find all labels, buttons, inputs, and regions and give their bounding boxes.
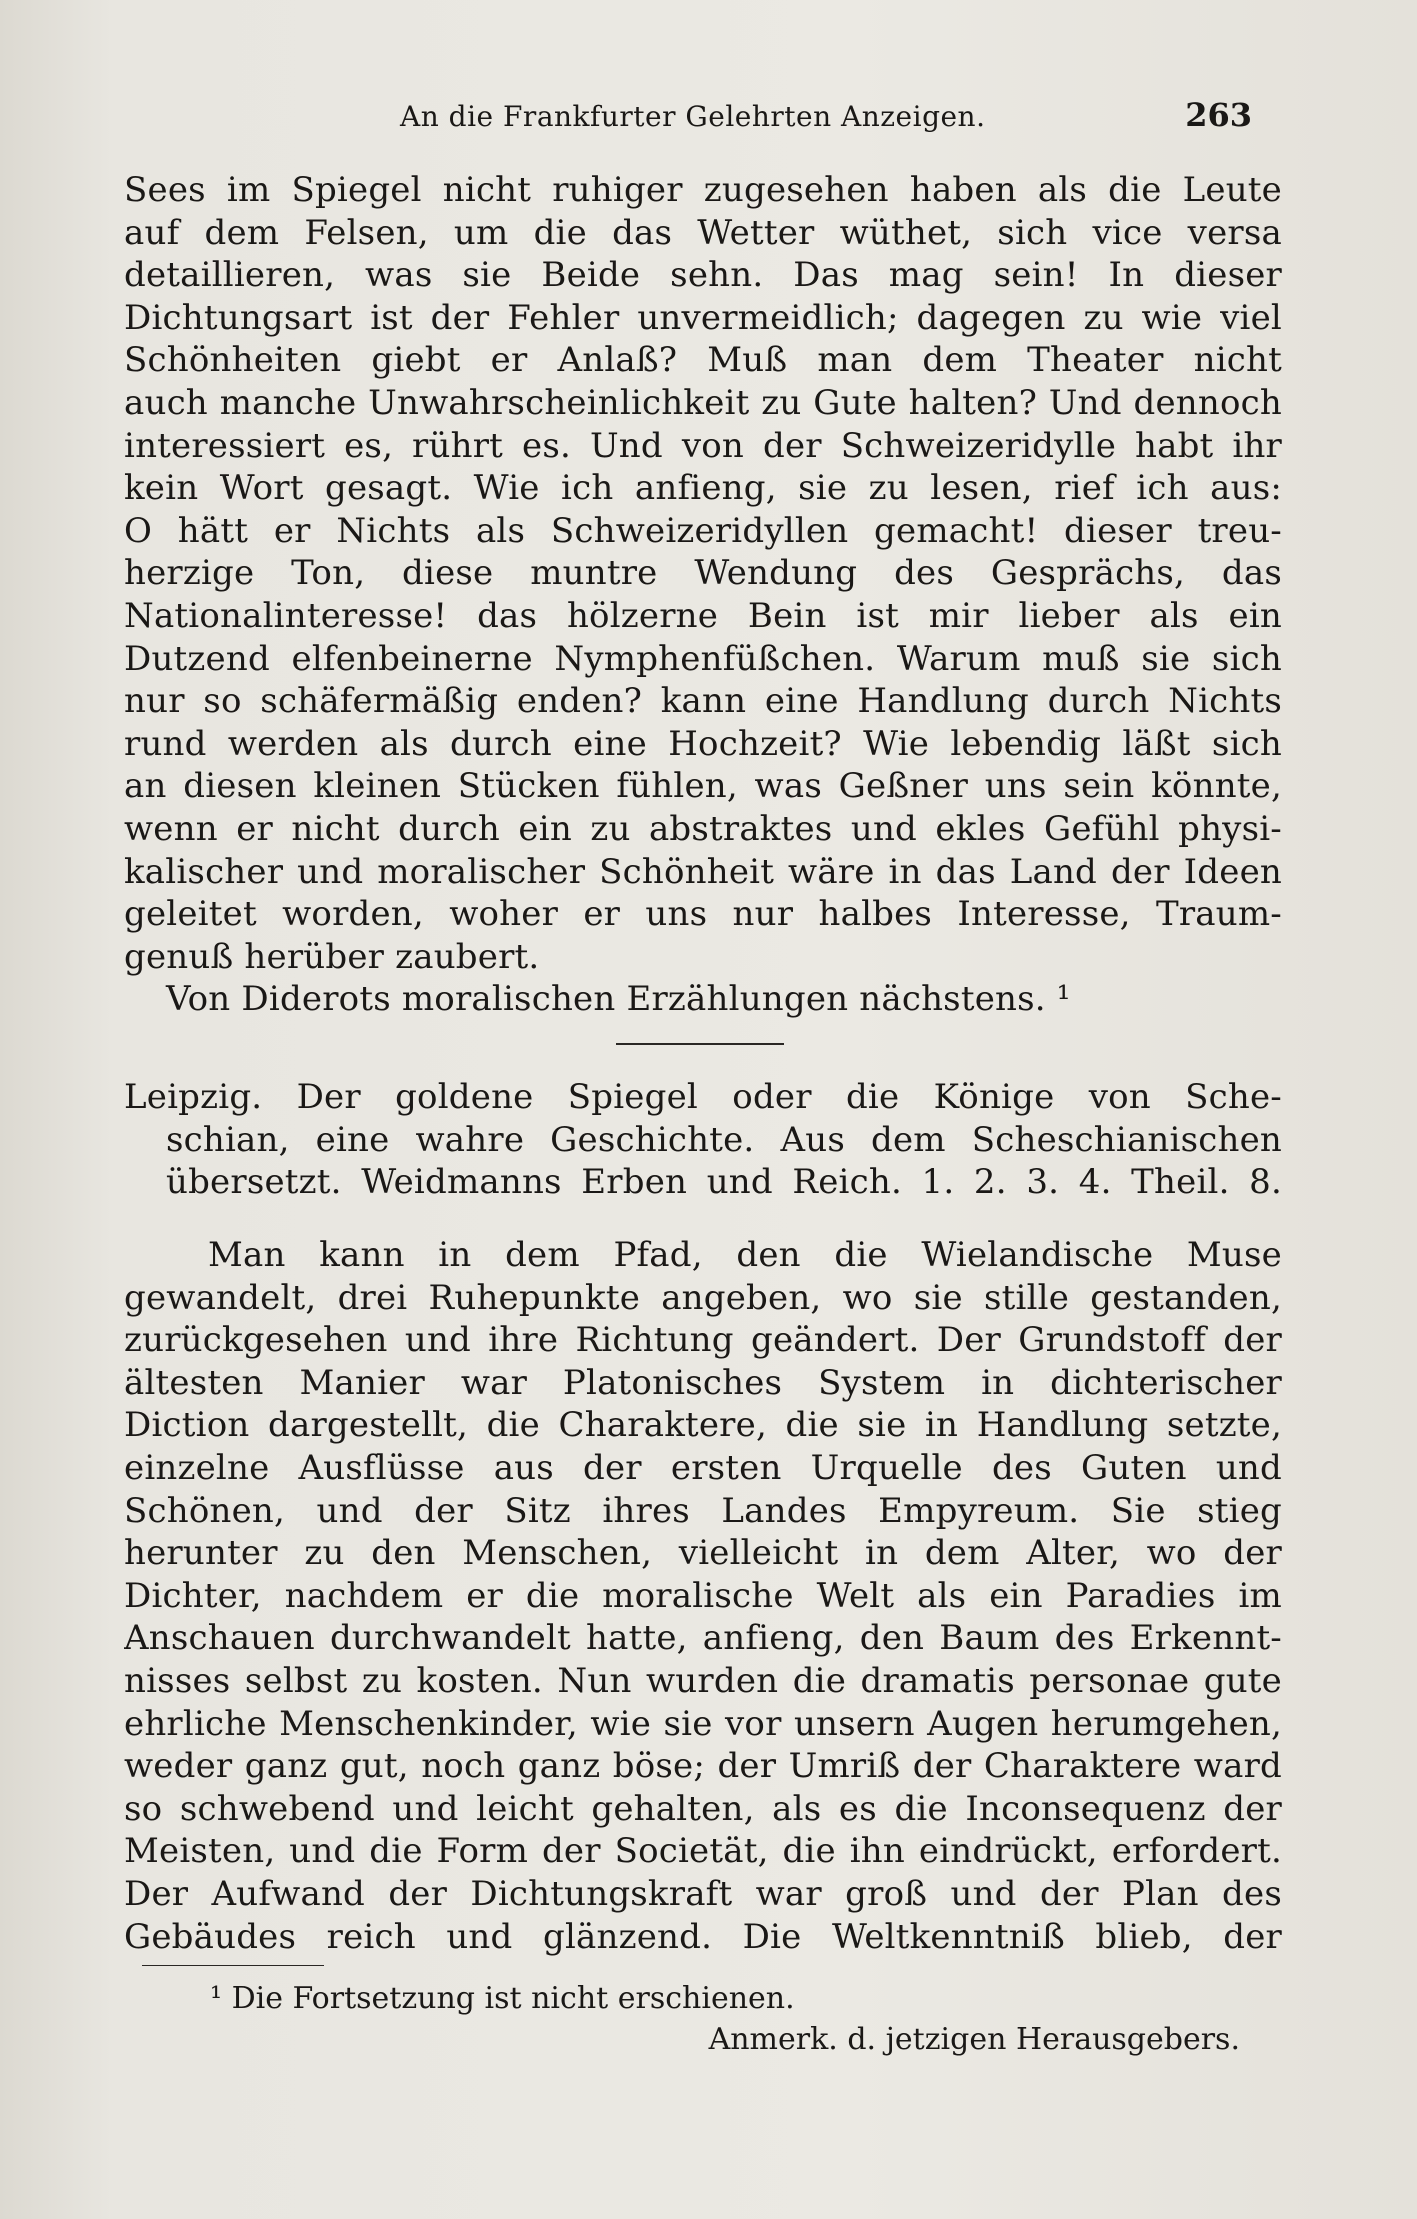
text-line: Schönheiten giebt er Anlaß? Muß man dem Theater nicht [124,340,1282,381]
text-line: interessiert es, rührt es. Und von der Schweizeridylle habt ihr [124,425,1282,466]
section-separator-rule [616,1043,784,1045]
text-line: Gebäudes reich und glänzend. Die Weltkenntniß blieb, der [124,1916,1282,1957]
heading-line: schian, eine wahre Geschichte. Aus dem Scheschianischen [166,1119,1282,1160]
text-line: Diction dargestellt, die Charaktere, die sie in Handlung setzte, [124,1405,1282,1446]
text-line: Dutzend elfenbeinerne Nymphenfüßchen. Warum muß sie sich [124,638,1282,679]
text-line: detaillieren, was sie Beide sehn. Das mag sein! In dieser [124,255,1282,296]
text-line: ehrliche Menschenkinder, wie sie vor unsern Augen herumgehen, [124,1703,1282,1744]
heading-line: Leipzig. Der goldene Spiegel oder die Könige von Sche- [124,1077,1282,1117]
text-line: einzelne Ausflüsse aus der ersten Urquelle des Guten und [124,1447,1282,1488]
text-line: an diesen kleinen Stücken fühlen, was Geßner uns sein könnte, [124,766,1282,807]
text-line: Dichter, nachdem er die moralische Welt als ein Paradies im [124,1575,1282,1616]
text-line: Dichtungsart ist der Fehler unvermeidlich; dagegen zu wie viel [124,297,1282,338]
footnote-credit: Anmerk. d. jetzigen Herausgebers. [708,2022,1240,2057]
text-line: herunter zu den Menschen, vielleicht in dem Alter, wo der [124,1533,1282,1574]
text-line: geleitet worden, woher er uns nur halbes Interesse, Traum- [124,894,1282,935]
review-heading [124,1076,1282,1204]
footnote-rule [142,1965,324,1966]
text-line: Der Aufwand der Dichtungskraft war groß und der Plan des [124,1873,1282,1914]
text-line: O hätt er Nichts als Schweizeridyllen gemacht! dieser treu- [124,510,1282,551]
text-line-footnote-ref: Von Diderots moralischen Erzählungen nächstens. ¹ [166,979,1071,1020]
text-line: Nationalinteresse! das hölzerne Bein ist mir lieber als ein [124,595,1282,636]
text-line: nisses selbst zu kosten. Nun wurden die dramatis personae gute [124,1660,1282,1701]
text-line: rund werden als durch eine Hochzeit? Wie lebendig läßt sich [124,723,1282,764]
text-line: Meisten, und die Form der Societät, die ihn eindrückt, erfordert. [124,1831,1282,1872]
text-line: wenn er nicht durch ein zu abstraktes und ekles Gefühl physi- [124,808,1282,849]
text-line: gewandelt, drei Ruhepunkte angeben, wo sie stille gestanden, [124,1277,1282,1318]
text-line: nur so schäfermäßig enden? kann eine Handlung durch Nichts [124,681,1282,722]
heading-line: übersetzt. Weidmanns Erben und Reich. 1. 2. 3. 4. Theil. 8. [166,1162,1282,1203]
running-title: An die Frankfurter Gelehrten Anzeigen. [400,100,986,133]
text-line: Sees im Spiegel nicht ruhiger zugesehen haben als die Leute [124,170,1282,210]
text-line: auf dem Felsen, um die das Wetter wüthet, sich vice versa [124,212,1282,253]
page-header [400,92,1260,142]
text-line: Anschauen durchwandelt hatte, anfieng, den Baum des Erkennt- [124,1618,1282,1659]
footnote [210,1978,1240,2060]
text-line: so schwebend und leicht gehalten, als es die Inconsequenz der [124,1788,1282,1829]
page-number: 263 [1185,96,1252,134]
text-line: zurückgesehen und ihre Richtung geändert. Der Grundstoff der [124,1320,1282,1361]
text-line: weder ganz gut, noch ganz böse; der Umriß der Charaktere ward [124,1746,1282,1787]
footnote-text: ¹ Die Fortsetzung ist nicht erschienen. [210,1981,795,2016]
text-line: Schönen, und der Sitz ihres Landes Empyreum. Sie stieg [124,1490,1282,1531]
text-line: kein Wort gesagt. Wie ich anfieng, sie zu lesen, rief ich aus: [124,468,1282,509]
paragraph-idyll-review [124,169,1282,1021]
text-line: auch manche Unwahrscheinlichkeit zu Gute halten? Und dennoch [124,382,1282,423]
text-line: herzige Ton, diese muntre Wendung des Gesprächs, das [124,553,1282,594]
paragraph-wieland-review [124,1234,1282,1958]
text-line: kalischer und moralischer Schönheit wäre in das Land der Ideen [124,851,1282,892]
text-line: Man kann in dem Pfad, den die Wielandische Muse [208,1235,1282,1275]
text-line: genuß herüber zaubert. [124,936,540,977]
text-line: ältesten Manier war Platonisches System in dichterischer [124,1362,1282,1403]
